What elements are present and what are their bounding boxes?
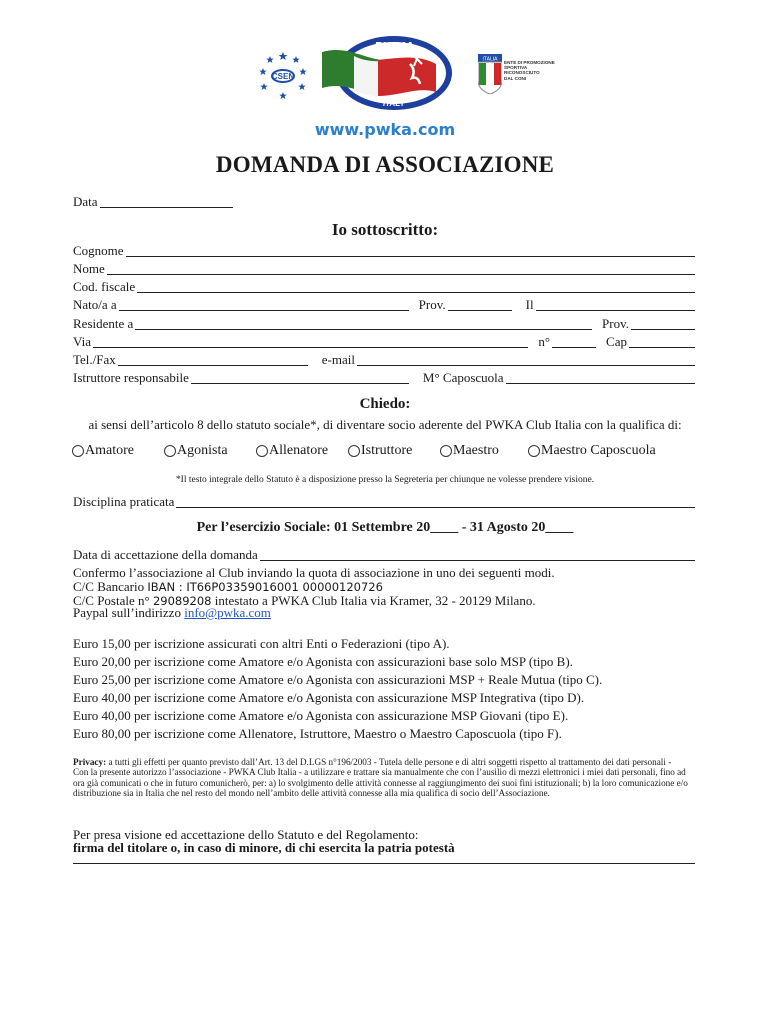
quota-e: Euro 40,00 per iscrizione come Amatore e/o Agonista con assicurazione MSP Giovani (tipo E). bbox=[73, 708, 569, 723]
istruttore-label: Istruttore responsabile bbox=[73, 370, 189, 385]
quota-b: Euro 20,00 per iscrizione come Amatore e/o Agonista con assicurazioni base solo MSP (tipo B). bbox=[73, 654, 573, 669]
radio-circle-icon[interactable] bbox=[528, 445, 540, 457]
pagamento-iban bbox=[73, 580, 383, 594]
statuto-note: *Il testo integrale dello Statuto è a disposizione presso la Segreteria per chiunque ne volesse prendere visione. bbox=[175, 475, 595, 485]
pwka-logo-icon bbox=[318, 34, 462, 112]
numero-label: n° bbox=[538, 334, 551, 349]
privacy-label: Privacy: bbox=[73, 757, 107, 767]
accettazione-label: Data di accettazione della domanda bbox=[73, 547, 258, 562]
cognome-row bbox=[73, 243, 695, 259]
header-logos bbox=[0, 30, 770, 114]
cognome-label: Cognome bbox=[73, 243, 124, 258]
via-row bbox=[73, 334, 695, 350]
codfiscale-label: Cod. fiscale bbox=[73, 279, 136, 294]
residenza-row bbox=[73, 316, 695, 332]
il-label: Il bbox=[525, 297, 534, 312]
email-label: e-mail bbox=[321, 352, 355, 367]
iban-code: IBAN : IT66P03359016001 00000120726 bbox=[147, 580, 383, 594]
pagamento-paypal bbox=[73, 606, 271, 620]
option-amatore[interactable] bbox=[72, 443, 134, 459]
nato-label: Nato/a a bbox=[73, 297, 117, 312]
nome-field[interactable] bbox=[107, 262, 695, 275]
option-label: Amatore bbox=[85, 443, 134, 458]
via-field[interactable] bbox=[93, 335, 528, 348]
numero-field[interactable] bbox=[552, 335, 596, 348]
chiedo-text: ai sensi dell’articolo 8 dello statuto sociale*, di diventare socio aderente del PWKA Club Italia con la qualifica di: bbox=[88, 417, 682, 432]
option-label: Maestro Caposcuola bbox=[541, 443, 656, 458]
telfax-label: Tel./Fax bbox=[73, 352, 116, 367]
nome-label: Nome bbox=[73, 261, 105, 276]
option-istruttore[interactable] bbox=[348, 443, 412, 459]
date-field[interactable] bbox=[100, 195, 233, 208]
postale-prefix: C/C Postale n° bbox=[73, 593, 153, 608]
prov-label: Prov. bbox=[418, 297, 446, 312]
option-allenatore[interactable] bbox=[256, 443, 328, 459]
quota-d: Euro 40,00 per iscrizione come Amatore e/o Agonista con assicurazione MSP Integrativa (tipo D). bbox=[73, 690, 585, 705]
option-maestro[interactable] bbox=[440, 443, 499, 459]
quota-f: Euro 80,00 per iscrizione come Allenatore, Istruttore, Maestro o Maestro Caposcuola (tipo F). bbox=[73, 726, 562, 741]
contatti-row bbox=[73, 352, 695, 368]
date-label: Data bbox=[73, 194, 98, 209]
option-maestro-caposcuola[interactable] bbox=[528, 443, 656, 459]
esercizio-sociale: Per l’esercizio Sociale: 01 Settembre 20____ - 31 Agosto 20____ bbox=[196, 520, 574, 535]
privacy-text1: a tutti gli effetti per quanto previsto dall’Art. 13 del D.LGS n°196/2003 - Tutela delle persone e di altri soggetti rispetto al trattamento dei dati personali - bbox=[106, 757, 672, 767]
page-title: DOMANDA DI ASSOCIAZIONE bbox=[215, 152, 555, 177]
il-field[interactable] bbox=[536, 298, 695, 311]
coni-shield-icon bbox=[478, 54, 502, 94]
prov2-label: Prov. bbox=[602, 316, 629, 331]
firma-field[interactable] bbox=[73, 863, 695, 864]
codfiscale-field[interactable] bbox=[137, 280, 695, 293]
residente-field[interactable] bbox=[135, 317, 592, 330]
firma-line1: Per presa visione ed accettazione dello Statuto e del Regolamento: bbox=[73, 827, 419, 842]
nato-field[interactable] bbox=[119, 298, 409, 311]
nome-row bbox=[73, 261, 695, 277]
svg-text:PWKA: PWKA bbox=[374, 39, 414, 54]
paypal-email-link[interactable]: info@pwka.com bbox=[184, 605, 271, 620]
radio-circle-icon[interactable] bbox=[256, 445, 268, 457]
cap-label: Cap bbox=[606, 334, 627, 349]
iban-prefix: C/C Bancario bbox=[73, 579, 148, 594]
postale-suffix: intestato a PWKA Club Italia via Kramer, 32 - 20129 Milano. bbox=[211, 593, 536, 608]
coni-caption: ENTE DI PROMOZIONE SPORTIVA RICONOSCIUTO DAL CONI bbox=[504, 60, 555, 81]
prov-field[interactable] bbox=[448, 298, 512, 311]
codfiscale-row bbox=[73, 279, 695, 295]
date-row bbox=[73, 194, 233, 210]
website-url[interactable]: www.pwka.com bbox=[314, 120, 456, 139]
quota-c: Euro 25,00 per iscrizione come Amatore e/o Agonista con assicurazioni MSP + Reale Mutua (tipo C). bbox=[73, 672, 603, 687]
via-label: Via bbox=[73, 334, 91, 349]
nascita-row bbox=[73, 297, 695, 313]
svg-text:ITALY: ITALY bbox=[383, 99, 405, 108]
istruttore-row bbox=[73, 370, 695, 386]
cognome-field[interactable] bbox=[126, 244, 695, 257]
email-field[interactable] bbox=[357, 353, 695, 366]
disciplina-field[interactable] bbox=[176, 495, 695, 508]
paypal-prefix: Paypal sull’indirizzo bbox=[73, 605, 185, 620]
privacy-text bbox=[73, 757, 688, 799]
disciplina-label: Disciplina praticata bbox=[73, 494, 175, 509]
svg-text:ITALIA: ITALIA bbox=[482, 56, 498, 63]
radio-circle-icon[interactable] bbox=[348, 445, 360, 457]
option-label: Agonista bbox=[177, 443, 228, 458]
disciplina-row bbox=[73, 494, 695, 510]
privacy-text2: Con la presente autorizzo l’associazione - PWKA Club Italia - a utilizzare e trattare sia manualmente che con l’ausilio di mezzi elettronici i miei dati personali, fino ad ora già comunicati o che in futuro comunicherò, per: a) lo svolgimento delle attività connesse al raggiungimento dei suoi fini istituzionali; b) la loro comunicazione e/o distribuzione sia in Italia che nel resto del mondo nell’ambito delle attività connesse alla mia qualifica di socio dell’Associazione. bbox=[73, 767, 688, 799]
accettazione-field[interactable] bbox=[260, 548, 695, 561]
radio-circle-icon[interactable] bbox=[440, 445, 452, 457]
cap-field[interactable] bbox=[629, 335, 695, 348]
svg-text:CSEN: CSEN bbox=[271, 72, 295, 81]
istruttore-field[interactable] bbox=[191, 371, 409, 384]
caposcuola-label: M° Caposcuola bbox=[422, 370, 504, 385]
chiedo-heading: Chiedo: bbox=[359, 396, 411, 412]
radio-circle-icon[interactable] bbox=[72, 445, 84, 457]
subtitle: Io sottoscritto: bbox=[331, 220, 439, 239]
firma-line2: firma del titolare o, in caso di minore, di chi esercita la patria potestà bbox=[73, 840, 455, 855]
caposcuola-field[interactable] bbox=[506, 371, 695, 384]
option-label: Maestro bbox=[453, 443, 499, 458]
quota-a: Euro 15,00 per iscrizione assicurati con altri Enti o Federazioni (tipo A). bbox=[73, 636, 450, 651]
option-agonista[interactable] bbox=[164, 443, 228, 459]
pagamento-line1: Confermo l’associazione al Club inviando la quota di associazione in uno dei seguenti modi. bbox=[73, 565, 555, 580]
postale-number: 29089208 bbox=[152, 594, 212, 608]
residente-label: Residente a bbox=[73, 316, 134, 331]
accettazione-row bbox=[73, 547, 695, 563]
prov2-field[interactable] bbox=[631, 317, 695, 330]
option-label: Istruttore bbox=[361, 443, 413, 458]
telfax-field[interactable] bbox=[118, 353, 308, 366]
radio-circle-icon[interactable] bbox=[164, 445, 176, 457]
option-label: Allenatore bbox=[269, 443, 329, 458]
csen-logo-icon bbox=[258, 50, 308, 100]
